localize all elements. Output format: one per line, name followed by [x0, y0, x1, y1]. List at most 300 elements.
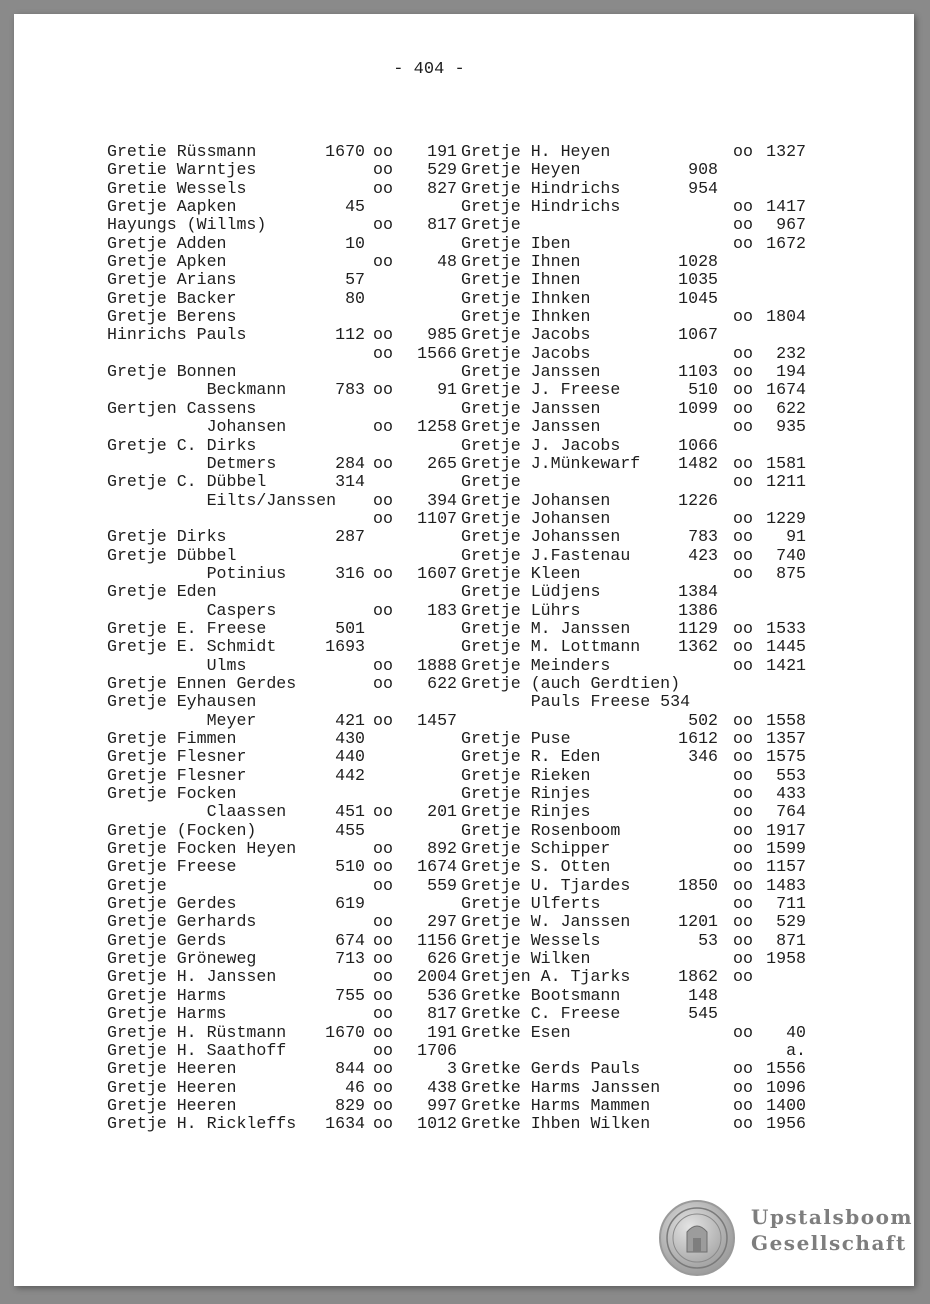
entry-marriage-number: 1483	[766, 875, 806, 895]
entry-name: Gretje Wilken	[461, 949, 591, 969]
index-entry	[107, 400, 457, 418]
entry-reference: 80	[345, 288, 365, 308]
entry-marriage-number: 529	[776, 912, 806, 932]
index-entry	[461, 748, 821, 766]
entry-marriage-number: 1674	[417, 857, 457, 877]
entry-reference: 829	[335, 1095, 365, 1115]
entry-marriage-mark: oo	[373, 563, 393, 583]
index-entry	[107, 895, 457, 913]
index-entry	[107, 437, 457, 455]
entry-marriage-mark: oo	[733, 1114, 753, 1134]
index-entry	[107, 1115, 457, 1133]
entry-marriage-number: 1533	[766, 618, 806, 638]
entry-name: Gretje Lüdjens	[461, 582, 601, 602]
document-page	[14, 14, 914, 1286]
index-entry	[461, 638, 821, 656]
entry-name: Gretje Ulferts	[461, 894, 601, 914]
entry-name: Gretje Harms	[107, 985, 227, 1005]
entry-marriage-mark: oo	[733, 197, 753, 217]
entry-marriage-mark: oo	[733, 618, 753, 638]
entry-marriage-number: 1107	[417, 508, 457, 528]
entry-name: Gretje	[107, 875, 167, 895]
entry-name: Gretje Hindrichs	[461, 197, 621, 217]
entry-marriage-mark: oo	[373, 1004, 393, 1024]
entry-marriage-number: a.	[786, 1040, 806, 1060]
entry-reference: 451	[335, 802, 365, 822]
entry-marriage-mark: oo	[373, 1114, 393, 1134]
index-entry	[461, 547, 821, 565]
entry-name: Pauls Freese 534	[461, 692, 691, 712]
entry-name: Gretje J. Jacobs	[461, 435, 621, 455]
entry-marriage-mark: oo	[373, 600, 393, 620]
entry-reference: 346	[688, 747, 718, 767]
entry-name: Gretje U. Tjardes	[461, 875, 631, 895]
seal-icon	[659, 1200, 735, 1276]
entry-reference: 1201	[678, 912, 718, 932]
logo-line-1: Upstalsboom	[751, 1205, 914, 1229]
entry-reference: 908	[688, 160, 718, 180]
entry-marriage-mark: oo	[373, 930, 393, 950]
index-entry	[107, 271, 457, 289]
entry-name: Detmers	[107, 453, 277, 473]
entry-reference: 1066	[678, 435, 718, 455]
index-entry	[107, 693, 457, 711]
entry-marriage-mark: oo	[373, 875, 393, 895]
entry-name: Ulms	[107, 655, 247, 675]
entry-marriage-number: 817	[427, 1004, 457, 1024]
entry-marriage-mark: oo	[733, 398, 753, 418]
entry-marriage-number: 194	[776, 362, 806, 382]
entry-reference: 430	[335, 729, 365, 748]
entry-name: Eilts/Janssen	[107, 490, 337, 510]
entry-name: Gretie Rüssmann	[107, 142, 257, 161]
entry-name: Gretje S. Otten	[461, 857, 611, 877]
entry-marriage-number: 1958	[766, 949, 806, 969]
index-entry	[107, 1024, 457, 1042]
entry-marriage-number: 1157	[766, 857, 806, 877]
entry-marriage-number: 967	[776, 215, 806, 235]
entry-name: Gretje Janssen	[461, 417, 601, 437]
entry-name: Gretje Schipper	[461, 839, 611, 859]
entry-name: Gretje Gerhards	[107, 912, 257, 932]
entry-name: Gretje Focken Heyen	[107, 839, 297, 859]
index-entry	[461, 510, 821, 528]
entry-name: Gretje H. Heyen	[461, 142, 611, 161]
entry-name: Gretje	[461, 215, 521, 235]
index-entry	[461, 1060, 821, 1078]
entry-marriage-mark: oo	[733, 343, 753, 363]
index-entry	[461, 1079, 821, 1097]
entry-marriage-mark: oo	[373, 178, 393, 198]
index-entry	[107, 877, 457, 895]
entry-marriage-mark: oo	[733, 233, 753, 253]
entry-marriage-mark: oo	[373, 1022, 393, 1042]
entry-reference: 844	[335, 1059, 365, 1079]
index-entry	[107, 712, 457, 730]
index-entry	[107, 803, 457, 821]
entry-name: Gretje Freese	[107, 857, 237, 877]
entry-marriage-number: 1556	[766, 1059, 806, 1079]
index-entry	[461, 198, 821, 216]
index-entry	[461, 1042, 821, 1060]
entry-marriage-number: 232	[776, 343, 806, 363]
index-entry	[461, 675, 821, 693]
entry-name: Gretje Kleen	[461, 563, 581, 583]
entry-marriage-mark: oo	[373, 839, 393, 859]
index-entry	[461, 528, 821, 546]
entry-name: Gretje Dirks	[107, 527, 227, 547]
entry-marriage-number: 626	[427, 949, 457, 969]
index-entry	[461, 345, 821, 363]
entry-marriage-number: 1211	[766, 472, 806, 492]
entry-marriage-mark: oo	[373, 453, 393, 473]
entry-name: Gretke C. Freese	[461, 1004, 621, 1024]
entry-name: Gretje Aapken	[107, 197, 237, 217]
entry-name: Gretje Adden	[107, 233, 227, 253]
index-entry	[461, 620, 821, 638]
entry-reference: 1862	[678, 967, 718, 987]
entry-name: Gretje (auch Gerdtien)	[461, 673, 681, 693]
entry-reference: 421	[335, 710, 365, 730]
index-entry	[461, 822, 821, 840]
entry-marriage-number: 201	[427, 802, 457, 822]
index-entry	[107, 143, 457, 161]
entry-marriage-mark: oo	[733, 820, 753, 840]
index-entry	[107, 1042, 457, 1060]
index-entry	[461, 803, 821, 821]
entry-reference: 287	[335, 527, 365, 547]
logo-text	[751, 1204, 913, 1256]
index-entry	[107, 767, 457, 785]
index-entry	[107, 1060, 457, 1078]
entry-marriage-number: 536	[427, 985, 457, 1005]
index-entry	[107, 748, 457, 766]
entry-marriage-mark: oo	[733, 563, 753, 583]
entry-reference: 510	[335, 857, 365, 877]
entry-name: Gretje M. Janssen	[461, 618, 631, 638]
entry-name: Gretje C. Dübbel	[107, 472, 267, 492]
entry-reference: 1099	[678, 398, 718, 418]
index-entry	[461, 987, 821, 1005]
entry-marriage-number: 985	[427, 325, 457, 345]
entry-marriage-number: 91	[437, 380, 457, 400]
entry-marriage-mark: oo	[733, 784, 753, 804]
entry-marriage-number: 1421	[766, 655, 806, 675]
entry-reference: 423	[688, 545, 718, 565]
entry-marriage-mark: oo	[733, 967, 753, 987]
index-entry	[461, 858, 821, 876]
entry-reference: 1384	[678, 582, 718, 602]
index-entry	[461, 1097, 821, 1115]
entry-reference: 545	[688, 1004, 718, 1024]
index-entry	[107, 363, 457, 381]
entry-name: Caspers	[107, 600, 277, 620]
entry-name: Gretje Flesner	[107, 747, 247, 767]
entry-marriage-mark: oo	[373, 215, 393, 235]
entry-marriage-mark: oo	[733, 729, 753, 748]
entry-marriage-mark: oo	[733, 930, 753, 950]
entry-marriage-number: 553	[776, 765, 806, 785]
entry-name: Gretje H. Rickleffs	[107, 1114, 297, 1134]
entry-name: Gretje Rosenboom	[461, 820, 621, 840]
entry-name: Gretke Ihben Wilken	[461, 1114, 651, 1134]
entry-name: Gretje Meinders	[461, 655, 611, 675]
index-entry	[461, 216, 821, 234]
index-entry	[107, 473, 457, 491]
entry-marriage-mark: oo	[733, 839, 753, 859]
entry-marriage-number: 622	[427, 673, 457, 693]
index-entry	[461, 455, 821, 473]
index-entry	[107, 1097, 457, 1115]
entry-reference: 502	[688, 710, 718, 730]
entry-reference: 442	[335, 765, 365, 785]
entry-reference: 1693	[325, 637, 365, 657]
entry-reference: 440	[335, 747, 365, 767]
index-entry	[107, 547, 457, 565]
index-entry	[461, 840, 821, 858]
entry-name: Gretje Lührs	[461, 600, 581, 620]
entry-name: Gretje Johanssen	[461, 527, 621, 547]
entry-name: Gretje Puse	[461, 729, 571, 748]
entry-reference: 1634	[325, 1114, 365, 1134]
entry-marriage-number: 740	[776, 545, 806, 565]
entry-marriage-mark: oo	[373, 380, 393, 400]
entry-marriage-number: 529	[427, 160, 457, 180]
entry-marriage-mark: oo	[733, 453, 753, 473]
entry-marriage-mark: oo	[733, 765, 753, 785]
entry-name: Gretje Heeren	[107, 1059, 237, 1079]
index-entry	[461, 492, 821, 510]
index-entry	[107, 418, 457, 436]
entry-marriage-number: 297	[427, 912, 457, 932]
entry-marriage-number: 892	[427, 839, 457, 859]
index-entry	[107, 675, 457, 693]
index-entry	[461, 1024, 821, 1042]
entry-name: Gretje Flesner	[107, 765, 247, 785]
entry-name: Gretke Harms Mammen	[461, 1095, 651, 1115]
index-entry	[107, 492, 457, 510]
entry-name: Gertjen Cassens	[107, 398, 257, 418]
entry-marriage-mark: oo	[373, 417, 393, 437]
entry-name: Meyer	[107, 710, 257, 730]
entry-marriage-number: 1457	[417, 710, 457, 730]
entry-name: Gretje Heyen	[461, 160, 581, 180]
entry-marriage-mark: oo	[733, 545, 753, 565]
entry-marriage-mark: oo	[733, 1077, 753, 1097]
entry-marriage-number: 1558	[766, 710, 806, 730]
index-entry	[107, 180, 457, 198]
index-entry	[461, 932, 821, 950]
entry-marriage-mark: oo	[373, 490, 393, 510]
index-entry	[107, 308, 457, 326]
entry-marriage-number: 1674	[766, 380, 806, 400]
index-entry	[107, 620, 457, 638]
entry-marriage-mark: oo	[733, 875, 753, 895]
index-entry	[461, 950, 821, 968]
entry-reference: 1670	[325, 142, 365, 161]
entry-marriage-number: 711	[776, 894, 806, 914]
entry-reference: 1850	[678, 875, 718, 895]
entry-marriage-number: 1156	[417, 930, 457, 950]
index-entry	[107, 730, 457, 748]
entry-name: Gretje Dübbel	[107, 545, 237, 565]
entry-marriage-mark: oo	[733, 802, 753, 822]
entry-marriage-mark: oo	[373, 673, 393, 693]
entry-marriage-mark: oo	[373, 1095, 393, 1115]
entry-marriage-mark: oo	[373, 912, 393, 932]
entry-reference: 755	[335, 985, 365, 1005]
index-entry	[461, 400, 821, 418]
entry-name: Johansen	[107, 417, 287, 437]
entry-marriage-mark: oo	[373, 802, 393, 822]
entry-marriage-mark: oo	[373, 967, 393, 987]
left-column	[107, 143, 457, 1134]
entry-name: Gretje H. Rüstmann	[107, 1022, 287, 1042]
entry-marriage-number: 1327	[766, 142, 806, 161]
entry-marriage-number: 1706	[417, 1040, 457, 1060]
index-entry	[107, 235, 457, 253]
entry-name: Gretje Jacobs	[461, 343, 591, 363]
index-entry	[461, 308, 821, 326]
entry-marriage-number: 1607	[417, 563, 457, 583]
entry-marriage-number: 1258	[417, 417, 457, 437]
index-entry	[107, 161, 457, 179]
entry-name: Gretje Ihnken	[461, 288, 591, 308]
entry-reference: 1103	[678, 362, 718, 382]
entry-marriage-number: 622	[776, 398, 806, 418]
index-entry	[107, 840, 457, 858]
index-entry	[107, 950, 457, 968]
index-entry	[107, 602, 457, 620]
index-entry	[461, 235, 821, 253]
entry-name: Hayungs (Willms)	[107, 215, 267, 235]
page-number: - 404 -	[393, 60, 465, 79]
right-column	[461, 143, 821, 1134]
entry-reference: 501	[335, 618, 365, 638]
entry-name: Gretje Gerds	[107, 930, 227, 950]
entry-marriage-number: 191	[427, 1022, 457, 1042]
index-entry	[461, 271, 821, 289]
entry-marriage-mark: oo	[733, 857, 753, 877]
index-entry	[461, 877, 821, 895]
index-entry	[107, 785, 457, 803]
index-entry	[107, 253, 457, 271]
entry-marriage-mark: oo	[733, 362, 753, 382]
entry-reference: 455	[335, 820, 365, 840]
entry-marriage-mark: oo	[733, 747, 753, 767]
entry-name: Gretje H. Saathoff	[107, 1040, 287, 1060]
entry-name: Gretje Berens	[107, 307, 237, 327]
index-entry	[461, 437, 821, 455]
entry-name: Gretie Wessels	[107, 178, 247, 198]
entry-name: Gretke Gerds Pauls	[461, 1059, 641, 1079]
entry-reference: 1362	[678, 637, 718, 657]
index-entry	[107, 565, 457, 583]
entry-marriage-number: 1888	[417, 655, 457, 675]
entry-marriage-mark: oo	[733, 417, 753, 437]
entry-reference: 284	[335, 453, 365, 473]
index-entry	[107, 216, 457, 234]
entry-marriage-number: 871	[776, 930, 806, 950]
index-entry	[461, 712, 821, 730]
index-entry	[461, 565, 821, 583]
entry-marriage-number: 394	[427, 490, 457, 510]
entry-name: Gretje Ihnen	[461, 252, 581, 272]
entry-name: Gretje Arians	[107, 270, 237, 290]
index-entry	[461, 1005, 821, 1023]
entry-marriage-mark: oo	[733, 912, 753, 932]
entry-reference: 1129	[678, 618, 718, 638]
entry-marriage-number: 1917	[766, 820, 806, 840]
index-entry	[107, 528, 457, 546]
entry-reference: 1670	[325, 1022, 365, 1042]
entry-marriage-number: 191	[427, 142, 457, 161]
index-entry	[461, 473, 821, 491]
entry-name: Gretje Focken	[107, 784, 237, 804]
index-entry	[461, 968, 821, 986]
entry-reference: 57	[345, 270, 365, 290]
entry-marriage-mark: oo	[373, 1077, 393, 1097]
entry-marriage-mark: oo	[373, 252, 393, 272]
index-entry	[107, 932, 457, 950]
entry-marriage-mark: oo	[733, 1095, 753, 1115]
index-entry	[107, 381, 457, 399]
entry-reference: 1028	[678, 252, 718, 272]
entry-name: Claassen	[107, 802, 287, 822]
entry-name: Gretje Jacobs	[461, 325, 591, 345]
index-entry	[461, 602, 821, 620]
index-entry	[461, 253, 821, 271]
entry-name: Gretje M. Lottmann	[461, 637, 641, 657]
entry-name: Gretje E. Schmidt	[107, 637, 277, 657]
entry-reference: 1045	[678, 288, 718, 308]
entry-name: Gretje Wessels	[461, 930, 601, 950]
index-entry	[461, 895, 821, 913]
index-entry	[107, 583, 457, 601]
entry-marriage-mark: oo	[733, 380, 753, 400]
entry-name: Hinrichs Pauls	[107, 325, 247, 345]
entry-marriage-mark: oo	[373, 142, 393, 161]
entry-name: Gretje Janssen	[461, 398, 601, 418]
entry-marriage-number: 40	[786, 1022, 806, 1042]
entry-marriage-number: 48	[437, 252, 457, 272]
entry-marriage-mark: oo	[733, 949, 753, 969]
entry-reference: 783	[688, 527, 718, 547]
entry-reference: 1612	[678, 729, 718, 748]
entry-marriage-mark: oo	[373, 160, 393, 180]
index-entry	[107, 326, 457, 344]
index-entry	[461, 1115, 821, 1133]
index-entry	[107, 345, 457, 363]
entry-marriage-number: 1566	[417, 343, 457, 363]
entry-marriage-number: 1445	[766, 637, 806, 657]
index-entry	[461, 730, 821, 748]
index-entry	[107, 638, 457, 656]
entry-marriage-mark: oo	[733, 1059, 753, 1079]
entry-name: Gretje Harms	[107, 1004, 227, 1024]
index-entry	[107, 657, 457, 675]
entry-reference: 148	[688, 985, 718, 1005]
entry-marriage-mark: oo	[733, 215, 753, 235]
entry-reference: 1386	[678, 600, 718, 620]
entry-reference: 619	[335, 894, 365, 914]
index-entry	[461, 290, 821, 308]
index-entry	[107, 290, 457, 308]
entry-marriage-number: 827	[427, 178, 457, 198]
entry-name: Gretje Rieken	[461, 765, 591, 785]
entry-marriage-mark: oo	[733, 142, 753, 161]
index-entry	[461, 657, 821, 675]
